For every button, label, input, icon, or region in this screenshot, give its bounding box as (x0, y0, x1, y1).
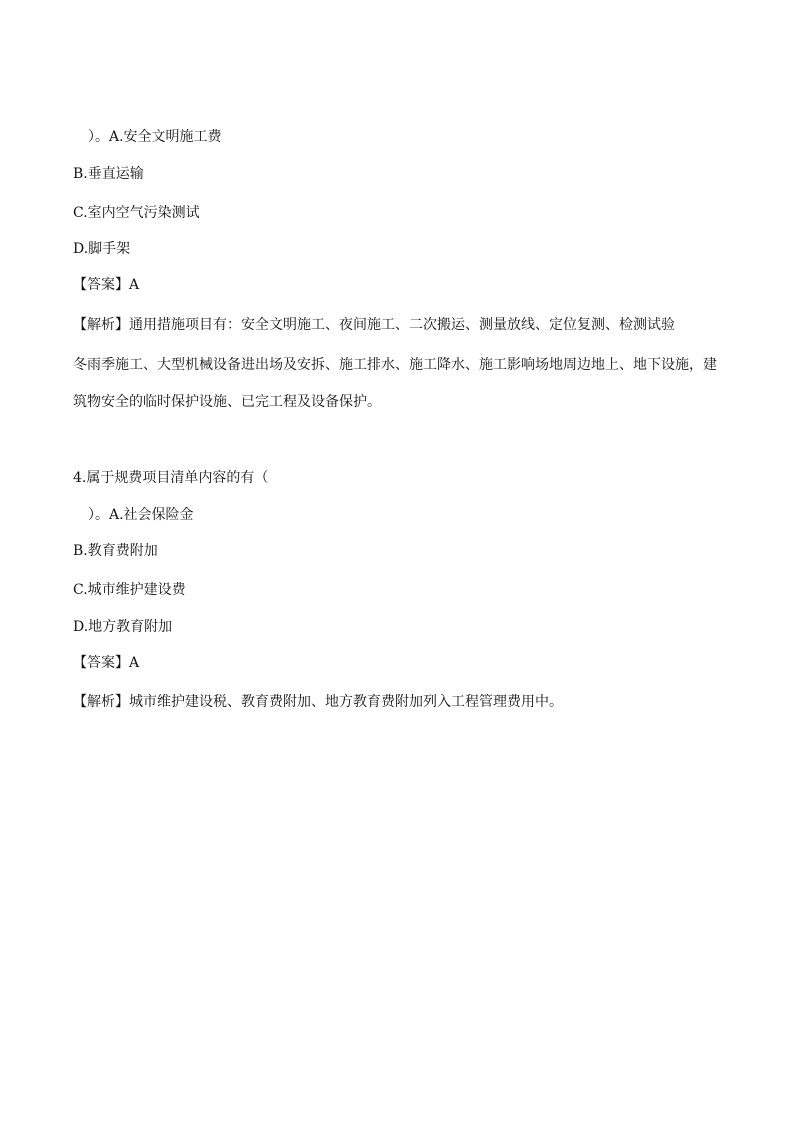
q3-option-c: C.室内空气污染测试 (73, 205, 200, 221)
q4-analysis-text-1: 城市维护建设税、教育费附加、地方教育费附加列入工程管理费用中。 (129, 694, 563, 710)
q4-option-d: D.地方教育附加 (73, 619, 173, 635)
q4-option-c: C.城市维护建设费 (73, 582, 186, 598)
q3-analysis-line-3: 筑物安全的临时保护设施、已完工程及设备保护。 (73, 394, 381, 410)
q3-answer-value: A (129, 277, 140, 293)
q4-answer-label: 【答案】 (73, 655, 129, 671)
q3-analysis-label: 【解析】 (73, 317, 129, 333)
q4-answer (73, 654, 139, 672)
q3-answer-label: 【答案】 (73, 277, 129, 293)
q4-answer-value: A (129, 655, 140, 671)
q3-analysis-text-1: 通用措施项目有：安全文明施工、夜间施工、二次搬运、测量放线、定位复测、检测试验 (129, 317, 675, 333)
q3-answer (73, 276, 139, 294)
q3-option-d: D.脚手架 (73, 241, 131, 257)
q4-option-a: ）。A.社会保险金 (88, 507, 194, 523)
q3-option-b: B.垂直运输 (73, 166, 144, 182)
q4-option-b: B.教育费附加 (73, 543, 158, 559)
q4-analysis-label: 【解析】 (73, 694, 129, 710)
q4-analysis-line-1 (73, 693, 563, 711)
q3-option-a: ）。A.安全文明施工费 (88, 129, 222, 145)
q3-analysis-line-1 (73, 316, 675, 334)
q3-analysis-line-2: 冬雨季施工、大型机械设备进出场及安拆、施工排水、施工降水、施工影响场地周边地上、地下设施，建 (73, 357, 717, 373)
q4-question: 4.属于规费项目清单内容的有（ (73, 470, 269, 486)
